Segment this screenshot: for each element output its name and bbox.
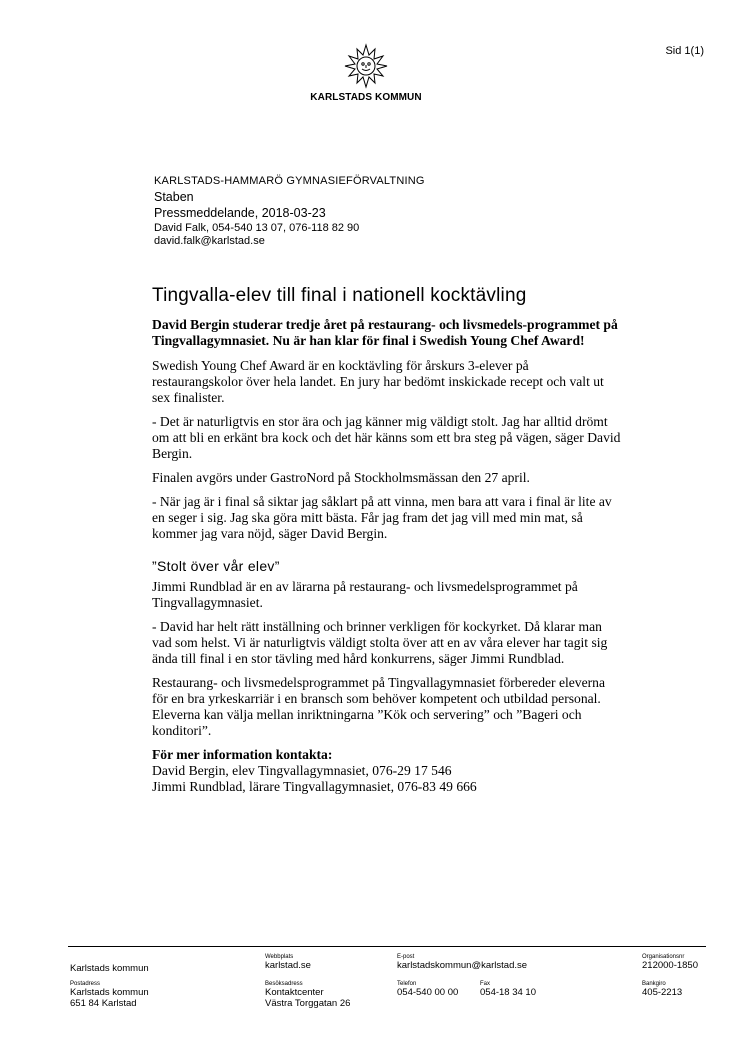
footer-bankgiro-value: 405-2213 [642, 987, 683, 998]
article-paragraph: Finalen avgörs under GastroNord på Stockholmsmässan den 27 april. [152, 470, 530, 485]
footer-postal-address [70, 981, 149, 1009]
footer-orgnr-value: 212000-1850 [642, 960, 698, 971]
article-title: Tingvalla-elev till final i nationell kocktävling [152, 285, 527, 306]
footer-visiting-line: Västra Torggatan 26 [265, 998, 351, 1009]
page-number: Sid 1(1) [665, 45, 704, 57]
footer-website [265, 954, 311, 971]
footer-website-label: Webbplats [265, 954, 294, 960]
press-contact-email: david.falk@karlstad.se [154, 235, 265, 247]
article-paragraph: Restaurang- och livsmedelsprogrammet på Tingvallagymnasiet förbereder eleverna för en bra yrkeskarriär i en bransch som behöver kompetent och utbildad personal. Eleverna kan välja mellan inriktningarna ”Kök och servering” och ”Bageri och konditori”. [152, 675, 605, 738]
footer-visiting-address [265, 981, 350, 1009]
sender-block [154, 174, 594, 248]
article-paragraph: Jimmi Rundblad är en av lärarna på restaurang- och livsmedelsprogrammet på Tingvallagymnasiet. [152, 579, 578, 610]
footer-visiting-line: Kontaktcenter [265, 987, 324, 998]
footer-phone [397, 981, 458, 998]
footer-fax-label: Fax [480, 981, 491, 987]
contact-line: David Bergin, elev Tingvallagymnasiet, 076-29 17 546 [152, 763, 452, 778]
press-release-date: Pressmeddelande, 2018-03-23 [154, 206, 326, 220]
organization-name: KARLSTADS-HAMMARÖ GYMNASIEFÖRVALTNING [154, 175, 425, 187]
department: Staben [154, 190, 194, 204]
sun-emblem-icon [342, 42, 390, 90]
footer-orgnr-label: Organisationsnr [642, 954, 685, 960]
footer-website-value: karlstad.se [265, 960, 311, 971]
footer-bankgiro-label: Bankgiro [642, 981, 666, 987]
logo-text: KARLSTADS KOMMUN [310, 92, 422, 103]
article [152, 285, 622, 795]
footer-fax [480, 981, 536, 998]
article-paragraph: Swedish Young Chef Award är en kocktävling för årskurs 3-elever på restaurangskolor över hela landet. En jury har bedömt inskickade recept och valt ut sex finalister. [152, 358, 604, 405]
article-paragraph: - David har helt rätt inställning och brinner verkligen för kockyrket. Då klarar man vad som helst. Vi är naturligtvis väldigt stolta över att en av våra elever har tagit sig ända till final i en stor tävling med hård konkurrens, säger Jimmi Rundblad. [152, 619, 608, 666]
contact-heading: För mer information kontakta: [152, 747, 333, 762]
footer-orgnr [642, 954, 698, 971]
article-paragraph: - När jag är i final så siktar jag såklart på att vinna, men bara att vara i final är lite av en seger i sig. Jag ska göra mitt bästa. Får jag fram det jag vill med min mat, så kommer jag vara nöjd, säger David Bergin. [152, 494, 612, 541]
article-subheading: ”Stolt över vår elev” [152, 558, 280, 574]
footer-fax-value: 054-18 34 10 [480, 987, 536, 998]
footer-phone-label: Telefon [397, 981, 417, 987]
contact-info [152, 747, 622, 795]
footer-bankgiro [642, 981, 682, 998]
footer-divider [68, 946, 706, 947]
press-contact: David Falk, 054-540 13 07, 076-118 82 90 [154, 222, 360, 234]
contact-line: Jimmi Rundblad, lärare Tingvallagymnasiet, 076-83 49 666 [152, 779, 477, 794]
article-lead: David Bergin studerar tredje året på restaurang- och livsmedels-programmet på Tingvallagymnasiet. Nu är han klar för final i Swedish Young Chef Award! [152, 317, 618, 348]
article-paragraph: - Det är naturligtvis en stor ära och jag känner mig väldigt stolt. Jag har alltid drömt om att bli en erkänt bra kock och det här känns som ett bra steg på vägen, säger David Bergin. [152, 414, 621, 461]
footer-email-label: E-post [397, 954, 415, 960]
footer-phone-value: 054-540 00 00 [397, 987, 459, 998]
footer-postal-line: 651 84 Karlstad [70, 998, 137, 1009]
footer-email-value: karlstadskommun@karlstad.se [397, 960, 528, 971]
footer-postal-label: Postadress [70, 981, 101, 987]
footer-visiting-label: Besöksadress [265, 981, 303, 987]
logo [300, 42, 432, 103]
footer-postal-line: Karlstads kommun [70, 987, 149, 998]
footer-municipality-name: Karlstads kommun [70, 963, 149, 974]
footer-email [397, 954, 527, 971]
